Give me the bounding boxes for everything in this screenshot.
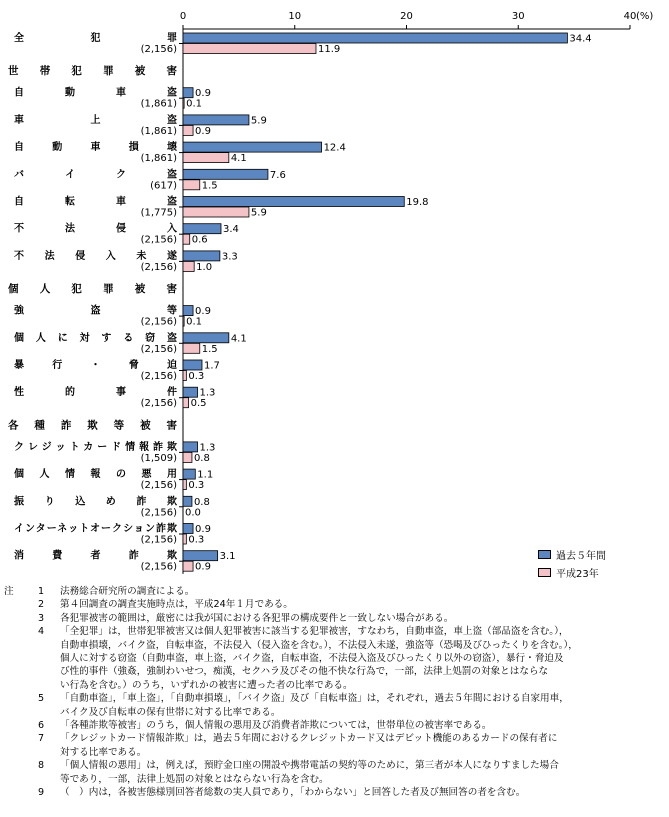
note-prefix bbox=[4, 786, 38, 799]
legend-swatch bbox=[538, 568, 551, 577]
data-label: 0.1 bbox=[186, 316, 203, 328]
note-line: 各犯罪被害の範囲は，厳密には我が国における各犯罪の構成要件と一致しない場合がある。 bbox=[60, 612, 454, 624]
legend-label: 平成23年 bbox=[556, 568, 599, 580]
note-prefix bbox=[4, 625, 38, 692]
category-label: 個人に対する窃盗 bbox=[14, 332, 177, 344]
bar-past5years bbox=[183, 469, 195, 479]
x-tick-label: 30 bbox=[511, 11, 525, 22]
bar-h23 bbox=[183, 452, 192, 462]
note-text bbox=[60, 692, 666, 719]
note-item bbox=[4, 612, 666, 625]
category-count: (617) bbox=[150, 180, 177, 192]
category-label: インターネットオークション詐欺 bbox=[14, 523, 177, 535]
data-label: 0.9 bbox=[195, 88, 211, 100]
category-count: (1,861) bbox=[140, 153, 177, 165]
bar-past5years bbox=[183, 524, 193, 534]
bar-h23 bbox=[183, 480, 186, 490]
bar-past5years bbox=[183, 360, 202, 370]
legend bbox=[538, 545, 606, 581]
data-label: 34.4 bbox=[569, 33, 592, 45]
category-label: 自動車損壊 bbox=[14, 142, 177, 154]
bar-h23 bbox=[183, 398, 189, 408]
data-label: 0.9 bbox=[195, 306, 211, 318]
note-line: 自動車損壊，バイク盗，自転車盗，不法侵入（侵入盗を含む。），不法侵入未遂，強盗等（恐喝及びひったくりを含む。）， bbox=[60, 639, 578, 651]
note-item bbox=[4, 759, 666, 786]
category-count: (2,156) bbox=[140, 480, 177, 492]
data-label: 11.9 bbox=[317, 44, 341, 55]
data-label: 0.9 bbox=[195, 561, 211, 573]
note-item bbox=[4, 732, 666, 759]
data-label: 0.3 bbox=[188, 480, 205, 492]
category-label: 自動車盗 bbox=[14, 87, 177, 99]
bar-past5years bbox=[183, 142, 322, 152]
note-number: 9 bbox=[38, 787, 45, 799]
bar-h23 bbox=[183, 153, 229, 163]
note-text bbox=[60, 759, 666, 786]
bar-h23 bbox=[183, 44, 316, 54]
category-count: (2,156) bbox=[140, 561, 177, 573]
note-item bbox=[4, 692, 666, 719]
x-tick-label: 10 bbox=[288, 11, 302, 22]
note-text bbox=[60, 598, 666, 611]
bar-h23 bbox=[183, 180, 200, 190]
category-count: (2,156) bbox=[140, 534, 177, 546]
note-item bbox=[4, 625, 666, 692]
data-label: 19.8 bbox=[406, 197, 429, 208]
data-label: 7.6 bbox=[269, 169, 286, 181]
category-count: (1,509) bbox=[140, 452, 177, 464]
data-label: 5.9 bbox=[250, 115, 267, 127]
bar-h23 bbox=[183, 125, 193, 135]
note-prefix bbox=[4, 732, 38, 759]
note-line: 等であり，一部，法律上処罰の対象とはならない行為を含む。 bbox=[60, 773, 329, 785]
category-label: 車上盗 bbox=[14, 114, 177, 126]
bar-past5years bbox=[183, 306, 193, 316]
category-label: 振り込め詐欺 bbox=[14, 496, 177, 508]
category-label: クレジットカード情報詐欺 bbox=[14, 441, 177, 453]
note-line: 「全犯罪」は，世帯犯罪被害又は個人犯罪被害に該当する犯罪被害，すなわち，自動車盗，車上盗（部品盗を含む。）， bbox=[60, 626, 569, 638]
note-text bbox=[60, 625, 666, 692]
category-label: 不法侵入未遂 bbox=[14, 250, 177, 262]
data-label: 0.8 bbox=[193, 452, 210, 464]
category-count: (2,156) bbox=[140, 44, 177, 55]
category-count: (2,156) bbox=[140, 316, 177, 328]
category-label: 自転車盗 bbox=[14, 196, 177, 208]
data-label: 4.1 bbox=[230, 153, 247, 165]
legend-swatch bbox=[538, 550, 551, 559]
data-label: 0.3 bbox=[188, 371, 205, 382]
data-label: 12.4 bbox=[323, 142, 346, 154]
note-item bbox=[4, 719, 666, 732]
note-line: 「クレジットカード情報詐欺」は，過去５年間におけるクレジットカード又はデビット機能のあるカードの保有者に bbox=[60, 733, 558, 745]
category-count: (2,156) bbox=[140, 371, 177, 382]
category-label: 全犯罪 bbox=[14, 33, 177, 44]
note-prefix bbox=[4, 598, 38, 611]
note-text bbox=[60, 732, 666, 759]
note-text bbox=[60, 786, 666, 799]
bar-past5years bbox=[183, 88, 193, 98]
bar-past5years bbox=[183, 115, 249, 125]
legend-label: 過去５年間 bbox=[556, 550, 606, 562]
x-axis-unit: (%) bbox=[636, 11, 654, 22]
note-number: 6 bbox=[38, 720, 45, 732]
data-label: 0.5 bbox=[190, 398, 207, 410]
bar-h23 bbox=[183, 316, 184, 326]
note-number: 3 bbox=[38, 612, 45, 624]
note-line: 対する比率である。 bbox=[60, 746, 147, 758]
bar-h23 bbox=[183, 207, 249, 217]
data-label: 0.0 bbox=[185, 507, 201, 519]
bar-h23 bbox=[183, 234, 190, 244]
note-number: 7 bbox=[38, 733, 45, 745]
data-label: 1.0 bbox=[196, 261, 213, 273]
data-label: 3.1 bbox=[219, 551, 236, 563]
category-label: 消費者詐欺 bbox=[14, 550, 177, 562]
data-label: 0.9 bbox=[195, 524, 211, 535]
data-label: 1.5 bbox=[201, 343, 218, 355]
data-label: 1.3 bbox=[199, 387, 216, 399]
data-label: 0.3 bbox=[188, 534, 205, 546]
note-prefix bbox=[4, 692, 38, 719]
bar-past5years bbox=[183, 33, 567, 43]
category-count: (1,775) bbox=[140, 207, 177, 219]
note-prefix bbox=[4, 759, 38, 786]
data-label: 3.4 bbox=[222, 224, 239, 236]
legend-item bbox=[538, 545, 606, 563]
data-label: 0.8 bbox=[193, 496, 210, 508]
bar-past5years bbox=[183, 224, 221, 234]
section-label: 個人犯罪被害 bbox=[8, 283, 177, 296]
section-label: 世帯犯罪被害 bbox=[8, 65, 177, 78]
note-line: 「自動車盗」，「車上盗」，「自動車損壊」，「バイク盗」及び「自転車盗」は，それぞれ，過去５年間における自家用車， bbox=[60, 693, 569, 705]
note-prefix bbox=[4, 612, 38, 625]
category-label: 個人情報の悪用 bbox=[14, 469, 177, 481]
note-text bbox=[60, 585, 666, 598]
bar-h23 bbox=[183, 261, 194, 271]
note-prefix: 注 bbox=[4, 586, 14, 597]
bar-h23 bbox=[183, 98, 184, 108]
note-line: 法務総合研究所の調査による。 bbox=[60, 586, 195, 597]
note-line: 「各種詐欺等被害」のうち，個人情報の悪用及び消費者詐欺については，世帯単位の被害率である。 bbox=[60, 720, 492, 732]
note-line: （ ）内は，各被害態様別回答者総数の実人員であり，「わからない」と回答した者及び無回答の者を含む。 bbox=[60, 787, 526, 799]
note-line: 「個人情報の悪用」は，例えば，預貯金口座の開設や携帯電話の契約等のために，第三者が本人になりすました場合 bbox=[60, 760, 559, 772]
category-label: 暴行・脅迫 bbox=[14, 360, 177, 371]
bar-past5years bbox=[183, 496, 192, 506]
category-count: (2,156) bbox=[140, 343, 177, 355]
note-prefix bbox=[4, 719, 38, 732]
data-label: 1.5 bbox=[201, 180, 218, 192]
bar-past5years bbox=[183, 169, 268, 179]
data-label: 4.1 bbox=[230, 333, 247, 345]
data-label: 1.1 bbox=[197, 469, 214, 481]
category-label: 不法侵入 bbox=[14, 223, 177, 235]
note-text bbox=[60, 719, 666, 732]
bar-past5years bbox=[183, 333, 229, 343]
note-item bbox=[4, 786, 666, 799]
category-count: (2,156) bbox=[140, 234, 177, 246]
category-count: (2,156) bbox=[140, 398, 177, 410]
category-count: (2,156) bbox=[140, 507, 177, 519]
notes bbox=[4, 585, 666, 800]
data-label: 0.1 bbox=[186, 98, 203, 110]
bar-past5years bbox=[183, 197, 404, 207]
note-number: 4 bbox=[38, 626, 45, 638]
note-line: バイク及び自転車の保有世帯に対する比率である。 bbox=[60, 706, 281, 718]
category-label: 性的事件 bbox=[14, 387, 177, 399]
note-line: い行為を含む。）のうち，いずれかの被害に遭った者の比率である。 bbox=[60, 679, 353, 691]
section-label: 各種詐欺等被害 bbox=[8, 419, 177, 432]
note-line: び性的事件（強姦，強制わいせつ，痴漢，セクハラ及びその他不快な行為で，一部，法律上処罰の対象とはならな bbox=[60, 666, 549, 678]
data-label: 0.6 bbox=[191, 234, 208, 246]
data-label: 1.7 bbox=[203, 360, 220, 372]
note-number: 8 bbox=[38, 760, 45, 772]
category-label: 強盗等 bbox=[14, 305, 177, 317]
legend-item bbox=[538, 563, 606, 581]
bar-past5years bbox=[183, 442, 198, 452]
note-text bbox=[60, 612, 666, 625]
note-line: 個人に対する窃盗（自動車盗，車上盗，バイク盗，自転車盗，不法侵入盗及びひったくり以外の窃盗），暴行・脅迫及 bbox=[60, 653, 564, 665]
category-count: (1,861) bbox=[140, 98, 177, 110]
bar-h23 bbox=[183, 534, 186, 544]
note-number: 2 bbox=[38, 599, 45, 611]
note-item bbox=[4, 598, 666, 611]
category-count: (2,156) bbox=[140, 261, 177, 273]
bar-past5years bbox=[183, 551, 218, 561]
x-tick-label: 0 bbox=[179, 11, 187, 22]
data-label: 5.9 bbox=[250, 207, 267, 219]
data-label: 3.3 bbox=[221, 251, 238, 263]
category-label: バイク盗 bbox=[14, 169, 177, 181]
bar-past5years bbox=[183, 251, 220, 261]
category-count: (1,861) bbox=[140, 125, 177, 137]
bar-h23 bbox=[183, 561, 193, 571]
note-line: 第４回調査の調査実施時点は，平成24年１月である。 bbox=[60, 599, 293, 611]
x-tick-label: 20 bbox=[400, 11, 413, 22]
bar-h23 bbox=[183, 343, 200, 353]
bar-h23 bbox=[183, 371, 186, 381]
data-label: 0.9 bbox=[195, 125, 211, 137]
x-tick-label: 40 bbox=[623, 11, 637, 22]
data-label: 1.3 bbox=[199, 442, 216, 454]
note-number: 5 bbox=[38, 693, 45, 705]
bar-past5years bbox=[183, 387, 198, 397]
note-item bbox=[4, 585, 666, 598]
note-number: 1 bbox=[38, 586, 45, 597]
